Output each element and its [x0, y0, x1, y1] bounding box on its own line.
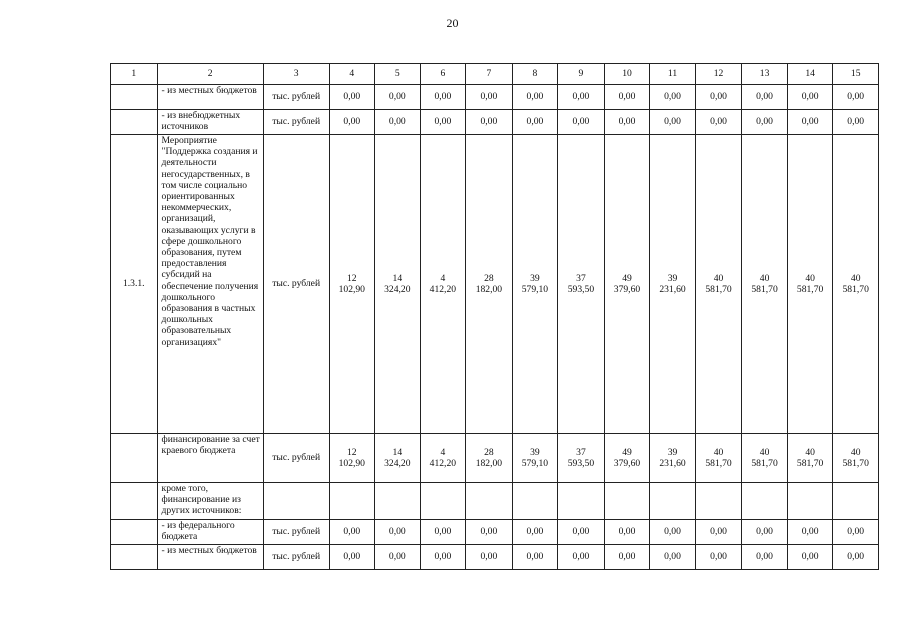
- value-thousands: 39: [667, 272, 678, 284]
- table-row: [111, 483, 879, 520]
- value-cell: [695, 434, 742, 483]
- value-cell: 0,00: [650, 520, 696, 545]
- row-code: [111, 520, 158, 545]
- value-remainder: 182,00: [475, 284, 503, 295]
- value-remainder: 579,10: [521, 284, 549, 295]
- value-cell: 0,00: [466, 520, 513, 545]
- value-cell: 0,00: [329, 110, 375, 135]
- value-thousands: 28: [484, 446, 494, 458]
- value-cell: [742, 135, 788, 434]
- value-cell: [833, 434, 879, 483]
- header-cell: 6: [420, 64, 466, 85]
- value-remainder: 231,60: [659, 458, 686, 469]
- value-cell: 0,00: [787, 520, 833, 545]
- value-cell: 0,00: [604, 520, 650, 545]
- value-cell: 0,00: [512, 85, 558, 110]
- value-cell: [512, 434, 558, 483]
- table-row: [111, 520, 879, 545]
- value-cell: 0,00: [650, 85, 696, 110]
- value-thousands: 14: [392, 446, 403, 458]
- value-cell: 0,00: [512, 110, 558, 135]
- value-cell: [558, 135, 605, 434]
- value-thousands: 4: [440, 446, 446, 458]
- value-cell: [466, 434, 513, 483]
- header-cell: 10: [604, 64, 650, 85]
- value-cell: 0,00: [742, 110, 788, 135]
- value-cell: 0,00: [787, 545, 833, 570]
- row-unit: тыс. рублей: [263, 135, 329, 434]
- value-cell: 0,00: [833, 85, 879, 110]
- value-remainder: 231,60: [659, 284, 686, 295]
- value-cell: 0,00: [558, 520, 605, 545]
- value-cell: 0,00: [512, 520, 558, 545]
- value-remainder: 581,70: [842, 284, 869, 295]
- row-code: 1.3.1.: [111, 135, 158, 434]
- value-cell: 0,00: [787, 85, 833, 110]
- value-cell: 0,00: [329, 85, 375, 110]
- value-thousands: 12: [347, 446, 357, 458]
- value-cell: 0,00: [420, 545, 466, 570]
- row-code: [111, 110, 158, 135]
- value-cell: [512, 135, 558, 434]
- value-cell: 0,00: [742, 520, 788, 545]
- value-thousands: 39: [530, 272, 540, 284]
- value-cell: 0,00: [604, 85, 650, 110]
- value-remainder: 379,60: [613, 284, 641, 295]
- value-cell: [466, 483, 513, 520]
- value-cell: 0,00: [420, 85, 466, 110]
- value-cell: [650, 135, 696, 434]
- value-cell: [329, 434, 375, 483]
- value-cell: [742, 483, 788, 520]
- table-row: [111, 434, 879, 483]
- value-remainder: 581,70: [751, 284, 778, 295]
- value-cell: 0,00: [558, 110, 605, 135]
- row-unit: тыс. рублей: [263, 545, 329, 570]
- value-remainder: 324,20: [384, 458, 411, 469]
- value-cell: [787, 483, 833, 520]
- value-thousands: 40: [713, 446, 724, 458]
- value-remainder: 102,90: [338, 284, 365, 295]
- value-cell: [420, 483, 466, 520]
- table-row: [111, 85, 879, 110]
- header-cell: 14: [787, 64, 833, 85]
- header-cell: 12: [695, 64, 742, 85]
- value-cell: [695, 135, 742, 434]
- value-remainder: 581,70: [796, 458, 824, 469]
- value-cell: 0,00: [695, 520, 742, 545]
- value-thousands: 49: [622, 272, 632, 284]
- value-thousands: 40: [850, 272, 861, 284]
- value-remainder: 324,20: [384, 284, 411, 295]
- value-cell: [833, 135, 879, 434]
- header-cell: 9: [558, 64, 605, 85]
- header-cell: 3: [263, 64, 329, 85]
- header-cell: 1: [111, 64, 158, 85]
- header-cell: 11: [650, 64, 696, 85]
- value-cell: 0,00: [833, 545, 879, 570]
- value-cell: 0,00: [695, 85, 742, 110]
- header-cell: 4: [329, 64, 375, 85]
- value-remainder: 182,00: [475, 458, 503, 469]
- header-cell: 2: [157, 64, 263, 85]
- value-thousands: 37: [576, 446, 586, 458]
- value-cell: [833, 483, 879, 520]
- value-thousands: 28: [484, 272, 494, 284]
- value-cell: 0,00: [742, 545, 788, 570]
- value-thousands: 4: [440, 272, 446, 284]
- row-description: кроме того, финансирование из других источников:: [157, 483, 263, 520]
- header-cell: 5: [375, 64, 421, 85]
- value-thousands: 37: [576, 272, 586, 284]
- value-cell: [420, 135, 466, 434]
- value-cell: 0,00: [420, 520, 466, 545]
- row-unit: тыс. рублей: [263, 85, 329, 110]
- value-remainder: 579,10: [521, 458, 549, 469]
- value-remainder: 412,20: [429, 458, 457, 469]
- row-description: финансирование за счет краевого бюджета: [157, 434, 263, 483]
- value-cell: 0,00: [375, 520, 421, 545]
- value-cell: 0,00: [833, 110, 879, 135]
- row-description: - из местных бюджетов: [157, 85, 263, 110]
- value-cell: 0,00: [650, 110, 696, 135]
- value-cell: [787, 135, 833, 434]
- value-cell: 0,00: [695, 110, 742, 135]
- value-cell: [466, 135, 513, 434]
- value-cell: 0,00: [558, 85, 605, 110]
- value-remainder: 581,70: [796, 284, 824, 295]
- row-code: [111, 434, 158, 483]
- value-cell: 0,00: [650, 545, 696, 570]
- value-cell: [375, 135, 421, 434]
- row-code: [111, 545, 158, 570]
- page-number: 20: [446, 16, 459, 30]
- value-cell: 0,00: [604, 110, 650, 135]
- value-cell: 0,00: [695, 545, 742, 570]
- value-cell: 0,00: [833, 520, 879, 545]
- value-remainder: 102,90: [338, 458, 365, 469]
- value-thousands: 40: [805, 272, 815, 284]
- value-cell: [787, 434, 833, 483]
- row-description: - из федерального бюджета: [157, 520, 263, 545]
- value-thousands: 40: [759, 272, 770, 284]
- value-cell: 0,00: [787, 110, 833, 135]
- header-cell: 7: [466, 64, 513, 85]
- value-cell: [558, 483, 605, 520]
- value-cell: [695, 483, 742, 520]
- value-cell: 0,00: [375, 110, 421, 135]
- row-description: Мероприятие "Поддержка создания и деятельности негосударственных, в том числе социально ориентированных некоммерческих, организаций, оказывающих услуги в сфере дошкольного образования, путем предоставления субсидий на обеспечение получения дошкольного образования в частных дошкольных образовательных организациях": [157, 135, 263, 434]
- table-row: [111, 135, 879, 434]
- header-cell: 15: [833, 64, 879, 85]
- header-cell: 8: [512, 64, 558, 85]
- value-thousands: 40: [805, 446, 815, 458]
- value-remainder: 593,50: [567, 458, 595, 469]
- row-unit: [263, 483, 329, 520]
- value-cell: 0,00: [329, 545, 375, 570]
- value-cell: 0,00: [329, 520, 375, 545]
- value-remainder: 379,60: [613, 458, 641, 469]
- value-cell: 0,00: [375, 85, 421, 110]
- value-thousands: 39: [667, 446, 678, 458]
- budget-table: [110, 63, 879, 570]
- value-cell: 0,00: [375, 545, 421, 570]
- value-cell: 0,00: [420, 110, 466, 135]
- value-cell: 0,00: [466, 85, 513, 110]
- value-thousands: 12: [347, 272, 357, 284]
- row-description: - из местных бюджетов: [157, 545, 263, 570]
- row-code: [111, 85, 158, 110]
- value-thousands: 40: [713, 272, 724, 284]
- value-cell: [375, 434, 421, 483]
- value-cell: [420, 434, 466, 483]
- value-cell: [329, 483, 375, 520]
- value-cell: [604, 483, 650, 520]
- value-cell: [650, 434, 696, 483]
- row-unit: тыс. рублей: [263, 434, 329, 483]
- value-thousands: 39: [530, 446, 540, 458]
- value-thousands: 49: [622, 446, 632, 458]
- value-cell: 0,00: [466, 545, 513, 570]
- value-remainder: 412,20: [429, 284, 457, 295]
- value-cell: 0,00: [512, 545, 558, 570]
- value-cell: [375, 483, 421, 520]
- value-cell: [329, 135, 375, 434]
- value-thousands: 14: [392, 272, 403, 284]
- value-cell: 0,00: [466, 110, 513, 135]
- value-cell: [604, 434, 650, 483]
- row-unit: тыс. рублей: [263, 110, 329, 135]
- value-remainder: 593,50: [567, 284, 595, 295]
- value-cell: 0,00: [742, 85, 788, 110]
- value-cell: [742, 434, 788, 483]
- value-thousands: 40: [759, 446, 770, 458]
- value-cell: 0,00: [558, 545, 605, 570]
- value-cell: [558, 434, 605, 483]
- value-thousands: 40: [850, 446, 861, 458]
- value-cell: [650, 483, 696, 520]
- value-cell: [604, 135, 650, 434]
- value-remainder: 581,70: [842, 458, 869, 469]
- table-header-row: [111, 64, 879, 85]
- value-remainder: 581,70: [705, 458, 732, 469]
- value-remainder: 581,70: [705, 284, 732, 295]
- row-description: - из внебюджетных источников: [157, 110, 263, 135]
- row-unit: тыс. рублей: [263, 520, 329, 545]
- header-cell: 13: [742, 64, 788, 85]
- table-row: [111, 545, 879, 570]
- value-remainder: 581,70: [751, 458, 778, 469]
- value-cell: [512, 483, 558, 520]
- value-cell: 0,00: [604, 545, 650, 570]
- row-code: [111, 483, 158, 520]
- table-row: [111, 110, 879, 135]
